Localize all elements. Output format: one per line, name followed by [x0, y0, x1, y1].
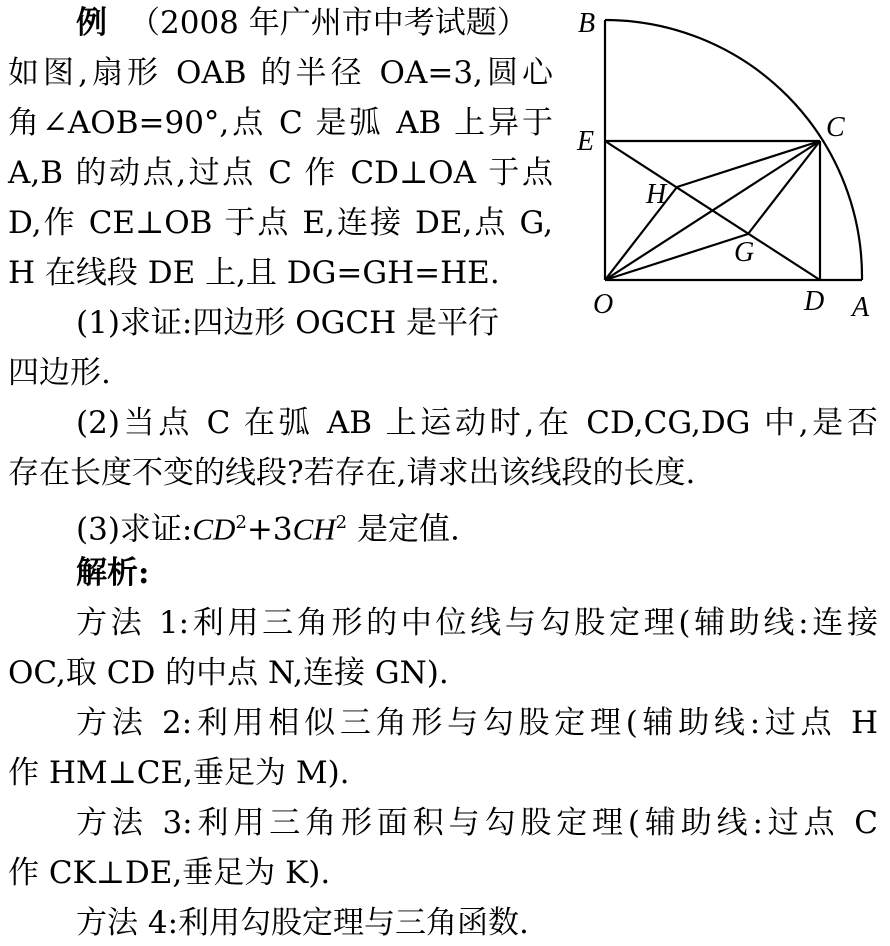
method-2-line-2: 作 HM⊥CE,垂足为 M). [8, 755, 350, 791]
method-3-line-2: 作 CK⊥DE,垂足为 K). [8, 855, 331, 891]
example-label: 例 [76, 5, 107, 41]
question-2-line-1: (2)当点 C 在弧 AB 上运动时,在 CD,CG,DG 中,是否 [76, 405, 878, 441]
segment-og [605, 234, 748, 280]
analysis-heading: 解析: [76, 555, 150, 591]
sector-figure [565, 0, 890, 330]
label-a: A [852, 292, 870, 323]
method-1-line-2: OC,取 CD 的中点 N,连接 GN). [8, 655, 449, 691]
method-3-line-1: 方法 3:利用三角形面积与勾股定理(辅助线:过点 C [76, 805, 878, 841]
example-source: （2008 年广州市中考试题） [129, 5, 528, 41]
question-3: (3)求证$:CD^2+3CH^2$ 是定值. [76, 511, 460, 548]
label-c: C [826, 112, 845, 143]
segment-hc [677, 141, 820, 187]
question-1-line-2: 四边形. [8, 355, 111, 391]
label-g: G [734, 237, 755, 268]
label-e: E [577, 126, 595, 157]
label-b: B [578, 8, 596, 39]
question-1-line-1: (1)求证:四边形 OGCH 是平行 [76, 305, 499, 341]
label-d: D [804, 286, 825, 317]
stem-line-2: 角∠AOB=90°,点 C 是弧 AB 上异于 [8, 105, 553, 141]
method-2-line-1: 方法 2:利用相似三角形与勾股定理(辅助线:过点 H [76, 705, 878, 741]
question-2-line-2: 存在长度不变的线段?若存在,请求出该线段的长度. [8, 455, 696, 491]
segment-gc [748, 141, 820, 234]
label-h: H [646, 179, 667, 210]
stem-line-5: H 在线段 DE 上,且 DG=GH=HE. [8, 255, 500, 291]
method-4-line-1: 方法 4:利用勾股定理与三角函数. [76, 905, 529, 941]
label-o: O [593, 289, 614, 320]
method-1-line-1: 方法 1:利用三角形的中位线与勾股定理(辅助线:连接 [76, 605, 878, 641]
stem-line-3: A,B 的动点,过点 C 作 CD⊥OA 于点 [8, 155, 553, 191]
stem-line-4: D,作 CE⊥OB 于点 E,连接 DE,点 G, [8, 205, 553, 241]
stem-line-1: 如图,扇形 OAB 的半径 OA=3,圆心 [8, 55, 553, 91]
